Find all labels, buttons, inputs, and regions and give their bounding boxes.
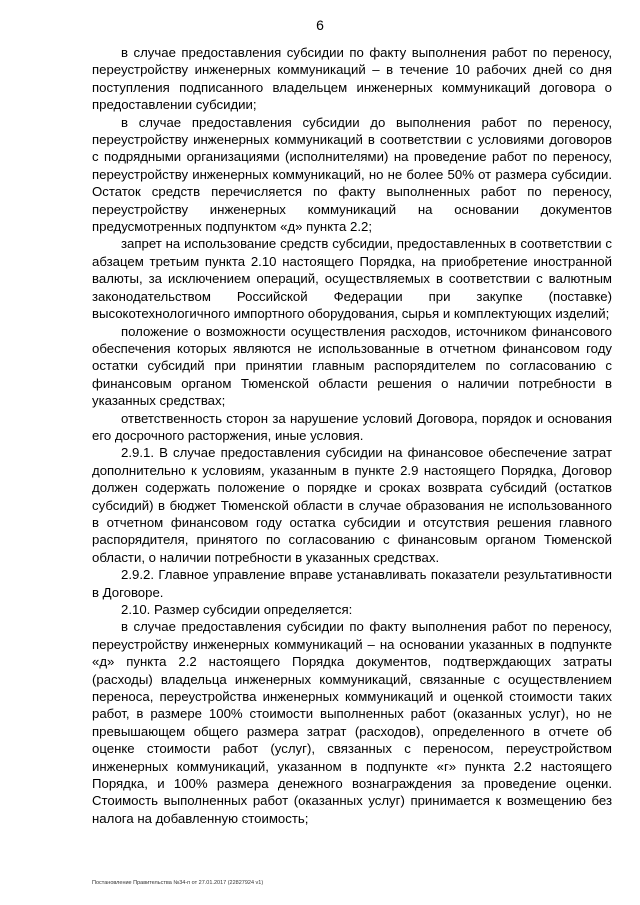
paragraph: положение о возможности осуществления расходов, источником финансового обеспечения которых являются не использованные в отчетном финансовом году остатки субсидий при принятии главным распорядителем по согласованию с финансовым органом Тюменской области решения о наличии потребности в указанных средствах; [92, 323, 612, 409]
paragraph: запрет на использование средств субсидии, предоставленных в соответствии с абзацем третьим пункта 2.10 настоящего Порядка, на приобретение иностранной валюты, за исключением операций, осуществляемых в соответствии с валютным законодательством Российской Федерации при закупке (поставке) высокотехнологичного импортного оборудования, сырья и комплектующих изделий; [92, 236, 612, 322]
paragraph: 2.9.2. Главное управление вправе устанавливать показатели результативности в Договоре. [92, 567, 612, 600]
paragraph: в случае предоставления субсидии по факту выполнения работ по переносу, переустройству инженерных коммуникаций – в течение 10 рабочих дней со дня поступления подписанного владельцем инженерных коммуникаций договора о предоставлении субсидии; [92, 45, 612, 113]
paragraph: 2.9.1. В случае предоставления субсидии на финансовое обеспечение затрат дополнительно к условиям, указанным в пункте 2.9 настоящего Порядка, Договор должен содержать положение о порядке и сроках возврата субсидий (остатков субсидий) в бюджет Тюменской области в случае образования не использованного в отчетном финансовом году остатка субсидии и отсутствия решения главного распорядителя, принятого по согласованию с финансовым органом Тюменской области, о наличии потребности в указанных средствах. [92, 445, 612, 565]
document-footer: Постановление Правительства №34-п от 27.01.2017 (22827924 v1) [92, 880, 264, 886]
paragraph: ответственность сторон за нарушение условий Договора, порядок и основания его досрочного расторжения, иные условия. [92, 410, 612, 443]
paragraph: в случае предоставления субсидии до выполнения работ по переносу, переустройству инженерных коммуникаций в соответствии с условиями договоров с подрядными организациями (исполнителями) на проведение работ по переносу, переустройству инженерных коммуникаций, но не более 50% от размера субсидии. Остаток средств перечисляется по факту выполненных работ по переносу, переустройству инженерных коммуникаций на основании документов предусмотренных подпунктом «д» пункта 2.2; [92, 114, 612, 235]
page-number: 6 [316, 17, 324, 33]
document-body [92, 44, 612, 827]
paragraph: в случае предоставления субсидии по факту выполнения работ по переносу, переустройству инженерных коммуникаций – на основании указанных в подпункте «д» пункта 2.2 настоящего Порядка документов, подтверждающих затраты (расходы) владельца инженерных коммуникаций, связанные с осуществлением переноса, переустройства инженерных коммуникаций и оценкой стоимости таких работ, в размере 100% стоимости выполненных работ (оказанных услуг), но не превышающем общего размера затрат (расходов), определенного в отчете об оценке стоимости работ (услуг), связанных с переносом, переустройством инженерных коммуникаций, указанном в подпункте «г» пункта 2.2 настоящего Порядка, и 100% размера денежного вознаграждения за проведение оценки. Стоимость выполненных работ (оказанных услуг) принимается к возмещению без налога на добавленную стоимость; [92, 619, 612, 826]
paragraph: 2.10. Размер субсидии определяется: [121, 602, 353, 617]
